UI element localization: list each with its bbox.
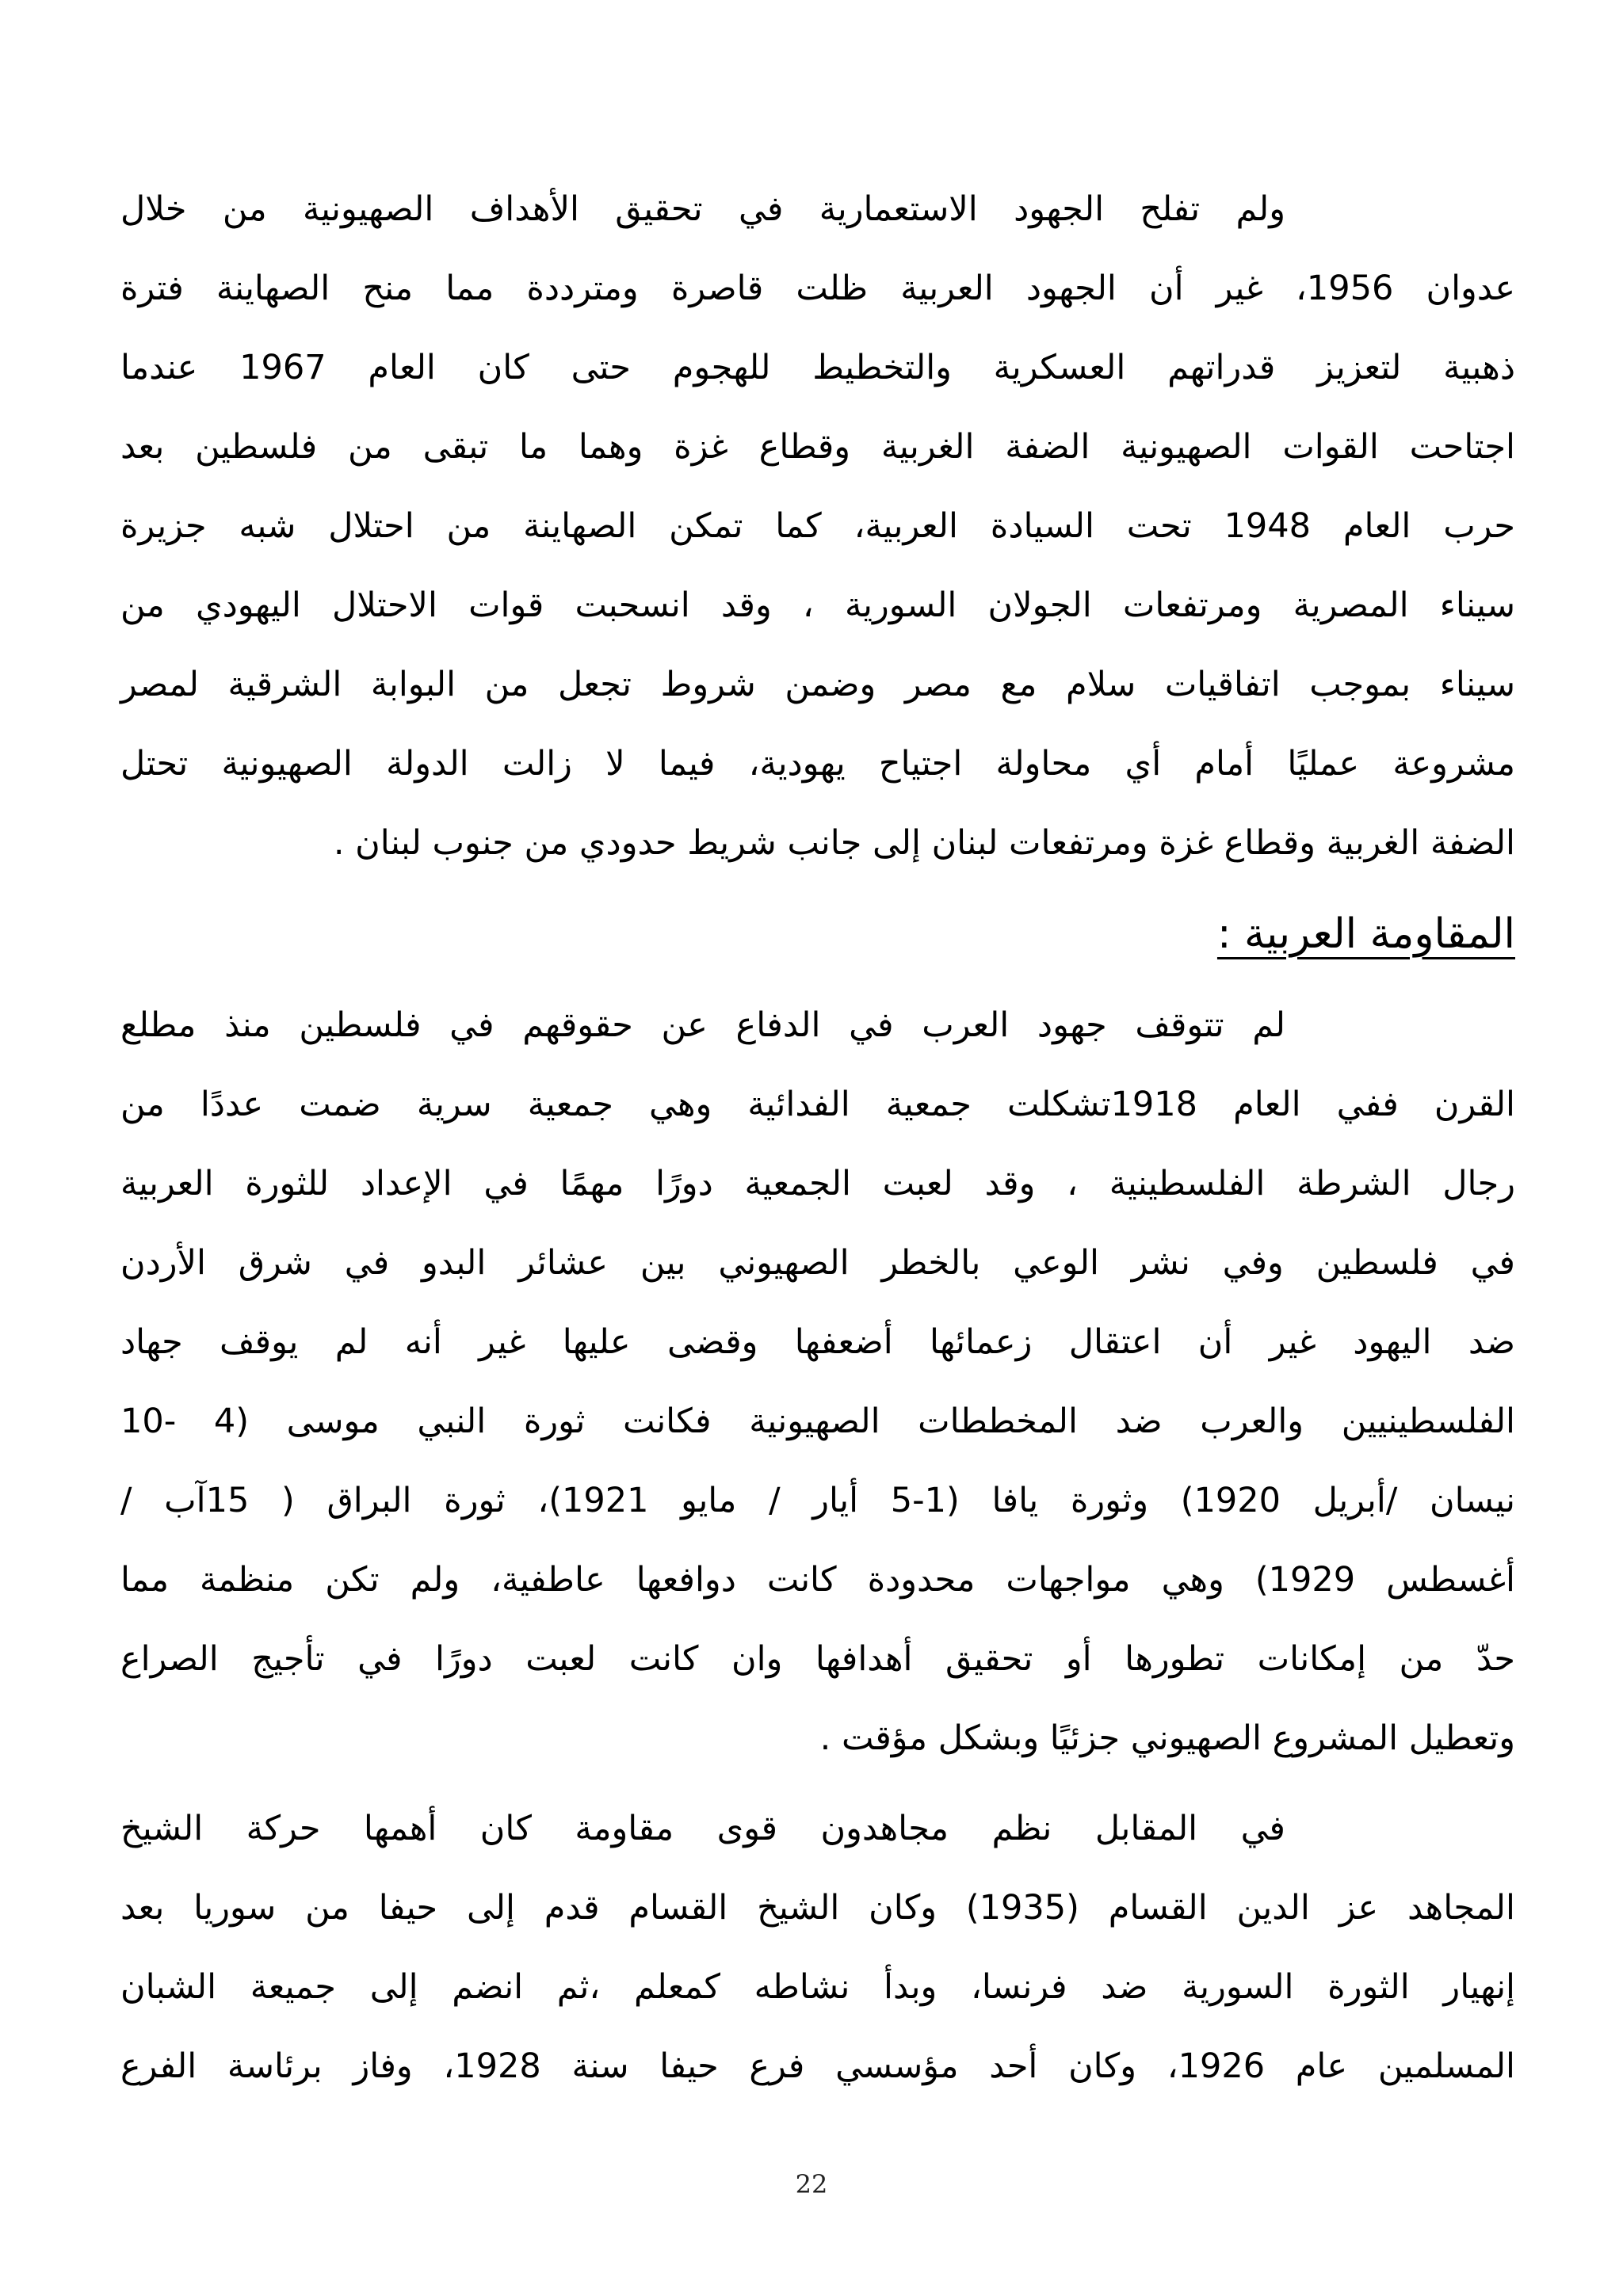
text-line: حدّ من إمكانات تطورها أو تحقيق أهدافها وان كانت لعبت دورًا في تأجيج الصراع bbox=[120, 1639, 1515, 1679]
paragraph-2 bbox=[120, 986, 1515, 1778]
paragraph-3 bbox=[120, 1789, 1515, 2106]
text-line: المجاهد عز الدين القسام (1935) وكان الشيخ القسام قدم إلى حيفا من سوريا بعد bbox=[120, 1888, 1515, 1928]
section-heading-block bbox=[120, 883, 1515, 986]
page-number: 22 bbox=[795, 2169, 828, 2199]
text-line: لم تتوقف جهود العرب في الدفاع عن حقوقهم في فلسطين منذ مطلع bbox=[120, 1005, 1285, 1045]
paragraph-1 bbox=[120, 170, 1515, 883]
text-line: الفلسطينيين والعرب ضد المخططات الصهيونية فكانت ثورة النبي موسى (4 -10 bbox=[120, 1402, 1516, 1441]
section-heading: المقاومة العربية : bbox=[1216, 910, 1515, 958]
text-line: سيناء المصرية ومرتفعات الجولان السورية ، وقد انسحبت قوات الاحتلال اليهودي من bbox=[120, 585, 1515, 625]
text-line: المسلمين عام 1926، وكان أحد مؤسسي فرع حيفا سنة 1928، وفاز برئاسة الفرع bbox=[120, 2046, 1515, 2086]
text-line: في المقابل نظم مجاهدون قوى مقاومة كان أهمها حركة الشيخ bbox=[120, 1809, 1285, 1848]
text-line: وتعطيل المشروع الصهيوني جزئيًا وبشكل مؤقت . bbox=[819, 1718, 1515, 1758]
text-line: ولم تفلح الجهود الاستعمارية في تحقيق الأهداف الصهيونية من خلال bbox=[120, 189, 1285, 229]
text-line: ضد اليهود غير أن اعتقال زعمائها أضعفها وقضى عليها غير أنه لم يوقف جهاد bbox=[120, 1322, 1515, 1362]
text-line: أغسطس 1929) وهي مواجهات محدودة كانت دوافعها عاطفية، ولم تكن منظمة مما bbox=[120, 1560, 1515, 1600]
text-line: نيسان /أبريل 1920) وثورة يافا (1-5 أيار / مايو 1921)، ثورة البراق ( 15آب / bbox=[120, 1481, 1516, 1520]
text-line: حرب العام 1948 تحت السيادة العربية، كما تمكن الصهاينة من احتلال شبه جزيرة bbox=[120, 506, 1515, 546]
text-line: عدوان 1956، غير أن الجهود العربية ظلت قاصرة ومترددة مما منح الصهاينة فترة bbox=[120, 269, 1516, 308]
text-line: الضفة الغربية وقطاع غزة ومرتفعات لبنان إلى جانب شريط حدودي من جنوب لبنان . bbox=[333, 823, 1515, 863]
page-body bbox=[120, 170, 1515, 2106]
text-line: القرن ففي العام 1918تشكلت جمعية الفدائية وهي جمعية سرية ضمت عددًا من bbox=[120, 1085, 1515, 1124]
text-line: مشروعة عمليًا أمام أي محاولة اجتياح يهودية، فيما لا زالت الدولة الصهيونية تحتل bbox=[120, 744, 1515, 784]
text-line: سيناء بموجب اتفاقيات سلام مع مصر وضمن شروط تجعل من البوابة الشرقية لمصر bbox=[120, 665, 1515, 704]
text-line: ذهبية لتعزيز قدراتهم العسكرية والتخطيط للهجوم حتى كان العام 1967 عندما bbox=[120, 348, 1515, 387]
text-line: إنهيار الثورة السورية ضد فرنسا، وبدأ نشاطه كمعلم ،ثم انضم إلى جميعة الشبان bbox=[120, 1967, 1515, 2007]
paragraph-spacer bbox=[120, 1778, 1515, 1789]
text-line: رجال الشرطة الفلسطينية ، وقد لعبت الجمعية دورًا مهمًا في الإعداد للثورة العربية bbox=[120, 1164, 1515, 1203]
text-line: اجتاحت القوات الصهيونية الضفة الغربية وقطاع غزة وهما ما تبقى من فلسطين بعد bbox=[120, 427, 1515, 467]
text-line: في فلسطين وفي نشر الوعي بالخطر الصهيوني بين عشائر البدو في شرق الأردن bbox=[120, 1243, 1515, 1283]
